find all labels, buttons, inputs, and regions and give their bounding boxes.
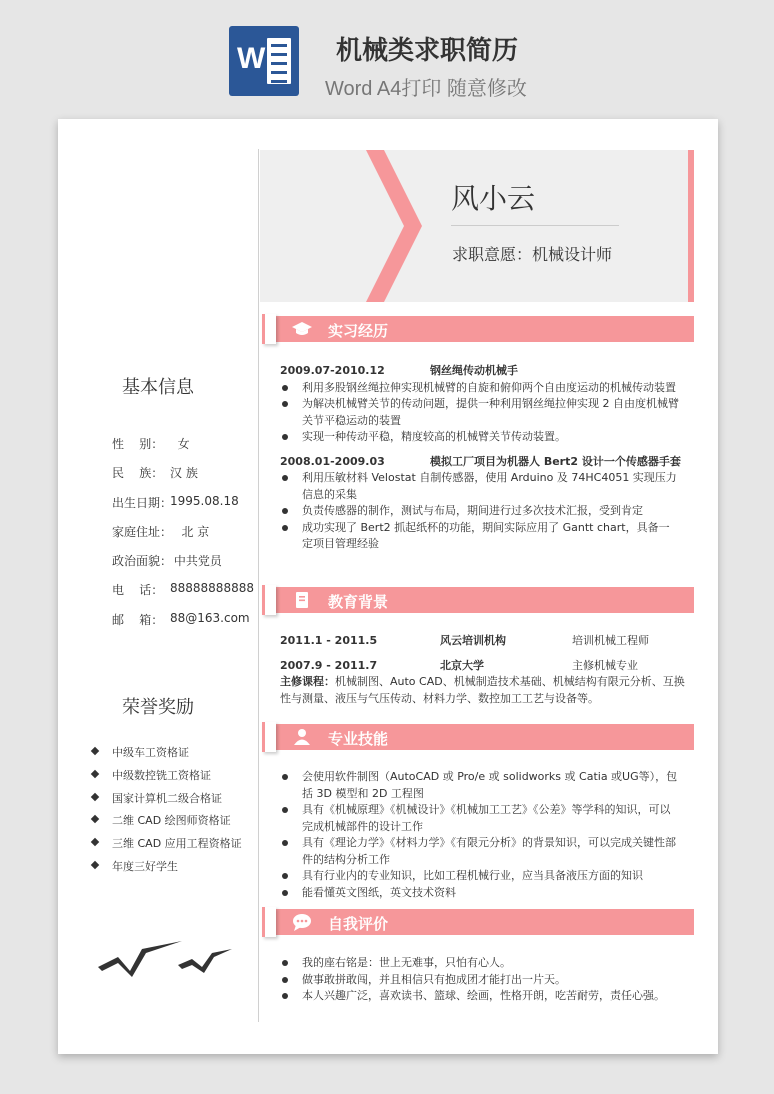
section-tab xyxy=(262,722,276,752)
honor-text: 国家计算机二级合格证 xyxy=(112,791,222,805)
courses-text: 机械制图、Auto CAD、机械制造技术基础、机械结构有限元分析、互换性与测量、液压与气压传动、材料力学、数控加工工艺与设备等。 xyxy=(280,675,685,705)
entry-period: 2008.01-2009.03 xyxy=(280,454,385,468)
diamond-bullet-icon xyxy=(91,838,99,846)
bullet-text: 本人兴趣广泛，喜欢读书、篮球、绘画，性格开朗，吃苦耐劳，责任心强。 xyxy=(302,989,665,1002)
bullet-text: 做事敢拼敢闯，并且相信只有抱成团才能打出一片天。 xyxy=(302,972,566,986)
info-row xyxy=(112,611,254,640)
section-bar xyxy=(262,587,694,613)
bullet-text: 会使用软件制图（AutoCAD 或 Pro/e 或 solidworks 或 Catia 或UG等），包括 3D 模型和 2D 工程图 xyxy=(302,770,678,800)
person-icon xyxy=(292,728,312,746)
diamond-bullet-icon xyxy=(91,747,99,755)
bullet-text: 具有《理论力学》《材料力学》《有限元分析》的背景知识，可以完成关键性部件的结构分析工作 xyxy=(302,836,676,866)
list-item xyxy=(90,744,242,767)
education-row xyxy=(280,658,685,675)
education-major: 主修机械专业 xyxy=(572,658,638,672)
info-label: 家庭住址： xyxy=(112,524,173,539)
courses xyxy=(280,674,685,707)
honors-title: 荣誉奖励 xyxy=(122,697,194,718)
column-divider xyxy=(258,149,259,1022)
accent-bar xyxy=(688,150,694,302)
info-row xyxy=(112,581,254,610)
skills-content xyxy=(280,769,680,901)
education-school: 北京大学 xyxy=(440,658,484,672)
honors-list xyxy=(90,744,242,881)
education-school: 风云培训机构 xyxy=(440,634,506,647)
basic-info-list xyxy=(112,435,254,640)
section-bar xyxy=(262,316,694,342)
info-label: 政治面貌： xyxy=(112,554,173,569)
education-period: 2007.9 - 2011.7 xyxy=(280,658,378,672)
diamond-bullet-icon xyxy=(91,861,99,869)
info-value: 88888888888 xyxy=(170,581,254,596)
list-item xyxy=(90,790,242,813)
info-value: 1995.08.18 xyxy=(170,493,239,508)
bullet-icon xyxy=(282,434,288,440)
education-row xyxy=(280,633,685,650)
education-major: 培训机械工程师 xyxy=(572,634,649,647)
job-objective: 求职意愿：机械设计师 xyxy=(452,245,613,264)
bullet-text: 为解决机械臂关节的传动问题，提供一种利用钢丝绳拉伸实现 2 自由度机械臂关节平稳运动的装置 xyxy=(302,397,679,427)
list-item xyxy=(280,396,680,429)
section-title: 自我评价 xyxy=(328,915,389,933)
entry-period: 2009.07-2010.12 xyxy=(280,364,385,377)
honor-text: 年度三好学生 xyxy=(112,859,178,873)
section-title: 教育背景 xyxy=(328,593,389,611)
banner xyxy=(0,0,774,110)
info-row xyxy=(112,464,254,493)
word-logo-letter: W xyxy=(237,42,266,75)
internship-content xyxy=(280,363,681,553)
bullet-icon xyxy=(282,508,288,514)
info-label: 民 族： xyxy=(112,466,164,481)
list-item xyxy=(280,769,680,802)
list-item xyxy=(90,767,242,790)
list-item xyxy=(280,380,680,397)
bullet-text: 具有行业内的专业知识，比如工程机械行业，应当具备液压方面的知识 xyxy=(302,869,643,882)
diamond-bullet-icon xyxy=(91,815,99,823)
info-value: 88@163.com xyxy=(170,610,250,625)
book-icon xyxy=(292,591,312,609)
bullet-icon xyxy=(282,960,288,966)
info-value: 中共党员 xyxy=(170,554,222,569)
info-row xyxy=(112,552,254,581)
skills-section-header xyxy=(262,722,694,752)
bullet-text: 利用压敏材料 Velostat 自制传感器，使用 Arduino 及 74HC4051 实现压力信息的采集 xyxy=(302,471,677,501)
entry-header xyxy=(280,454,681,471)
word-logo-icon xyxy=(229,26,299,96)
list-item xyxy=(280,988,680,1005)
bullet-icon xyxy=(282,401,288,407)
bullet-icon xyxy=(282,993,288,999)
name-panel xyxy=(260,150,690,302)
banner-title: 机械类求职简历 xyxy=(336,36,519,66)
entry-role: 模拟工厂项目为机器人 Bert2 设计一个传感器手套 xyxy=(430,454,681,468)
list-item xyxy=(90,812,242,835)
list-item xyxy=(90,835,242,858)
chat-bubble-icon xyxy=(292,913,312,931)
bullet-text: 我的座右铭是：世上无难事，只怕有心人。 xyxy=(302,956,511,969)
bullet-icon xyxy=(282,873,288,879)
diamond-bullet-icon xyxy=(91,792,99,800)
list-item xyxy=(280,955,680,972)
bullet-icon xyxy=(282,977,288,983)
education-content xyxy=(280,633,685,707)
bullet-icon xyxy=(282,475,288,481)
section-tab xyxy=(262,585,276,615)
honor-text: 中级数控铣工资格证 xyxy=(112,768,211,782)
bullet-icon xyxy=(282,525,288,531)
education-section-header xyxy=(262,585,694,615)
entry-header xyxy=(280,363,681,380)
info-value: 北 京 xyxy=(170,524,210,539)
section-tab xyxy=(262,314,276,344)
list-item xyxy=(280,470,680,503)
bullet-icon xyxy=(282,840,288,846)
list-item xyxy=(280,520,680,553)
list-item xyxy=(280,885,680,902)
honor-text: 三维 CAD 应用工程资格证 xyxy=(112,837,242,851)
info-row xyxy=(112,494,254,523)
internship-section-header xyxy=(262,314,694,344)
bullet-text: 能看懂英文图纸，英文技术资料 xyxy=(302,885,456,899)
list-item xyxy=(280,503,680,520)
section-tab xyxy=(262,907,276,937)
section-bar xyxy=(262,909,694,935)
section-bar xyxy=(262,724,694,750)
list-item xyxy=(280,429,680,446)
info-label: 性 别： xyxy=(112,437,164,451)
info-row xyxy=(112,523,254,552)
document-lines-icon xyxy=(267,38,291,84)
courses-label: 主修课程： xyxy=(280,675,335,688)
bullet-text: 具有《机械原理》《机械设计》《机械加工工艺》《公差》等学科的知识，可以完成机械部件的设计工作 xyxy=(302,803,671,833)
education-period: 2011.1 - 2011.5 xyxy=(280,634,378,647)
bullet-icon xyxy=(282,385,288,391)
resume-page xyxy=(58,119,718,1054)
section-title: 专业技能 xyxy=(328,730,389,748)
section-title: 实习经历 xyxy=(328,322,389,340)
list-item xyxy=(280,868,680,885)
chevron-decoration-icon xyxy=(366,150,422,302)
self-eval-section-header xyxy=(262,907,694,937)
bullet-text: 实现一种传动平稳，精度较高的机械臂关节传动装置。 xyxy=(302,430,566,443)
birds-decoration-icon xyxy=(96,941,236,981)
list-item xyxy=(90,858,242,881)
honor-text: 中级车工资格证 xyxy=(112,746,189,759)
list-item xyxy=(280,802,680,835)
bullet-icon xyxy=(282,807,288,813)
list-item xyxy=(280,835,680,868)
info-row xyxy=(112,435,254,464)
bullet-icon xyxy=(282,774,288,780)
bullet-text: 负责传感器的制作，测试与布局，期间进行过多次技术汇报，受到肯定 xyxy=(302,504,643,517)
diamond-bullet-icon xyxy=(91,770,99,778)
list-item xyxy=(280,972,680,989)
info-label: 邮 箱： xyxy=(112,612,164,627)
entry-role: 钢丝绳传动机械手 xyxy=(430,364,518,377)
info-label: 出生日期： xyxy=(112,495,173,510)
name-underline xyxy=(451,225,619,226)
honor-text: 二维 CAD 绘图师资格证 xyxy=(112,814,231,828)
banner-subtitle: Word A4打印 随意修改 xyxy=(325,78,527,100)
info-label: 电 话： xyxy=(112,583,164,598)
info-value: 汉 族 xyxy=(170,466,198,481)
basic-info-title: 基本信息 xyxy=(122,377,194,398)
bullet-text: 成功实现了 Bert2 抓起纸杯的功能，期间实际应用了 Gantt chart，具备一定项目管理经验 xyxy=(302,520,670,550)
graduation-cap-icon xyxy=(292,320,312,338)
candidate-name: 风小云 xyxy=(451,182,536,215)
self-eval-content xyxy=(280,955,680,1005)
bullet-icon xyxy=(282,890,288,896)
info-value: 女 xyxy=(170,437,190,451)
bullet-text: 利用多股钢丝绳拉伸实现机械臂的自旋和俯仰两个自由度运动的机械传动装置 xyxy=(302,380,676,394)
